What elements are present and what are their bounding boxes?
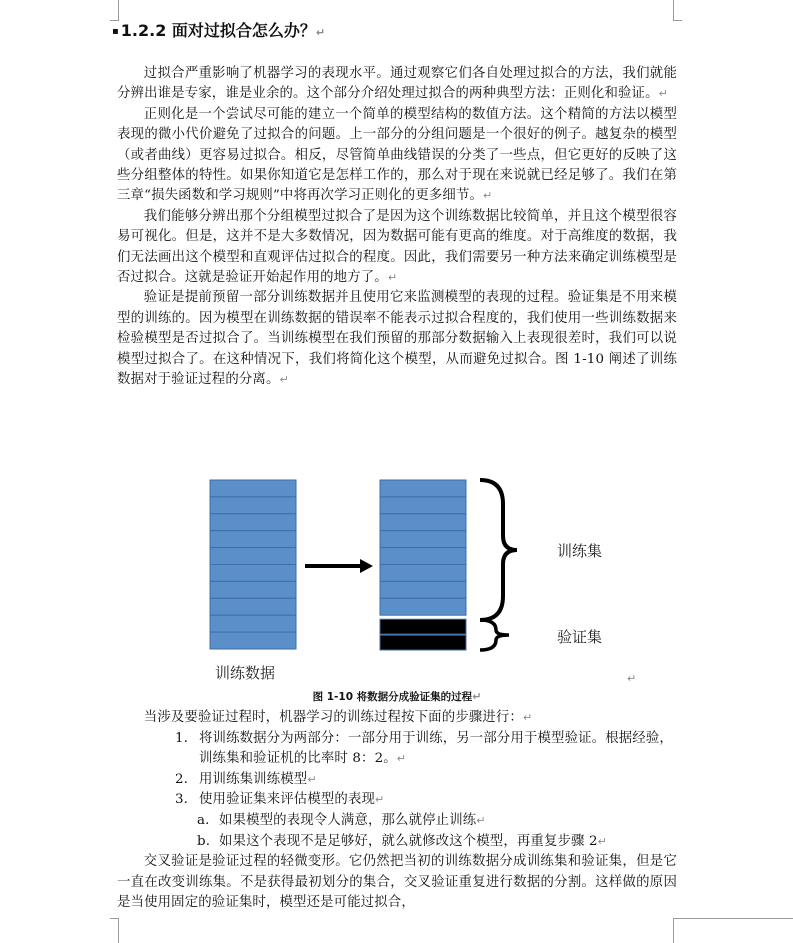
steps-intro[interactable]: 当涉及要验证过程时，机器学习的训练过程按下面的步骤进行：↵ <box>143 710 533 725</box>
list-item[interactable]: a. 如果模型的表现令人满意，那么就停止训练↵ <box>197 812 486 828</box>
data-block <box>210 632 296 649</box>
data-block <box>210 615 296 632</box>
margin-corner-bottom-right <box>673 918 793 943</box>
list-item[interactable]: b. 如果这个表现不是足够好，就么就修改这个模型，再重复步骤 2↵ <box>197 833 608 849</box>
right-arrow-icon <box>305 559 373 573</box>
figure-caption[interactable]: 图 1-10 将数据分成验证集的过程↵ <box>312 690 482 703</box>
split-data-stack <box>380 480 466 650</box>
train-block <box>380 581 466 598</box>
paragraph-mark-icon: ↵ <box>476 813 486 827</box>
validation-block <box>380 635 466 650</box>
paragraph-mark-icon: ↵ <box>315 26 326 39</box>
train-block <box>380 565 466 582</box>
data-block <box>210 565 296 582</box>
train-block <box>380 548 466 565</box>
val-set-brace-icon <box>480 620 509 650</box>
paragraph-mark-icon: ↵ <box>387 271 398 285</box>
label-training-data: 训练数据 <box>215 664 276 682</box>
validation-block <box>380 619 466 634</box>
paragraph-mark-icon: ↵ <box>375 793 385 807</box>
data-block <box>210 598 296 615</box>
paragraph-mark-icon: ↵ <box>483 189 493 203</box>
margin-corner-top-right <box>673 0 682 21</box>
paragraph-mark-icon: ↵ <box>627 672 637 685</box>
paragraph-mark-icon: ↵ <box>307 772 317 786</box>
list-item[interactable]: 3. 使用验证集来评估模型的表现↵ <box>175 792 385 808</box>
paragraph[interactable]: 过拟合严重影响了机器学习的表现水平。通过观察它们各自处理过拟合的方法，我们就能分辨出谁是专家，谁是业余的。这个部分介绍处理过拟合的两种典型方法：正则化和验证。↵ <box>117 66 677 102</box>
heading-text: 1.2.2 面对过拟合怎么办？ <box>120 21 316 40</box>
section-heading[interactable] <box>112 18 325 41</box>
paragraph[interactable]: 验证是提前预留一部分训练数据并且使用它来监测模型的表现的过程。验证集是不用来模型的训练的。因为模型在训练数据的错误率不能表示过拟合程度的，我们使用一些训练数据来检验模型是否过拟合了。当训练模型在我们预留的那部分数据输入上表现很差时，我们可以说模型过拟合了。在这种情况下，我们将简化这个模型，从而避免过拟合。图 1-10 阐述了训练数据对于验证过程的分离。↵ <box>117 290 677 388</box>
list-item[interactable]: 1. 将训练数据分为两部分：一部分用于训练，另一部分用于模型验证。根据经验，训练集和验证机的比率时 8：2。↵ <box>175 730 673 767</box>
data-block <box>210 581 296 598</box>
paragraph[interactable]: 交叉验证是验证过程的轻微变形。它仍然把当初的训练数据分成训练集和验证集，但是它一直在改变训练集。不是获得最初划分的集合，交叉验证重复进行数据的分割。这样做的原因是当使用固定的验证集时，模型还是可能过拟合， <box>117 854 677 911</box>
train-block <box>380 497 466 514</box>
data-block <box>210 497 296 514</box>
data-block <box>210 531 296 548</box>
paragraph-mark-icon: ↵ <box>279 373 289 387</box>
paragraph[interactable]: 我们能够分辨出那个分组模型过拟合了是因为这个训练数据比较简单，并且这个模型很容易可视化。但是，这并不是大多数情况，因为数据可能有更高的维度。对于高维度的数据，我们无法画出这个模型和直观评估过拟合的程度。因此，我们需要另一种方法来确定训练模型是否过拟合。这就是验证开始起作用的地方了。↵ <box>117 208 677 286</box>
train-block <box>380 480 466 497</box>
margin-corner-bottom-left <box>110 918 119 943</box>
train-set-brace-icon <box>480 480 517 620</box>
label-validation-set: 验证集 <box>557 628 603 646</box>
train-block <box>380 598 466 615</box>
data-block <box>210 514 296 531</box>
steps-list <box>117 729 677 853</box>
train-block <box>380 514 466 531</box>
label-train-set: 训练集 <box>557 542 603 560</box>
body-text[interactable] <box>117 64 677 391</box>
figure-validation-split <box>117 474 677 684</box>
lower-text[interactable] <box>117 708 677 914</box>
paragraph-mark-icon: ↵ <box>597 834 608 848</box>
data-block <box>210 480 296 497</box>
paragraph[interactable]: 正则化是一个尝试尽可能的建立一个简单的模型结构的数值方法。这个精简的方法以模型表现的微小代价避免了过拟合的问题。上一部分的分组问题是一个很好的例子。越复杂的模型（或者曲线）更容易过拟合。相反，尽管简单曲线错误的分类了一些点，但它更好的反映了这些分组整体的特性。如果你知道它是怎样工作的，那么对于现在来说就已经足够了。我们在第三章“损失函数和学习规则”中将再次学习正则化的更多细节。↵ <box>117 106 677 204</box>
data-block <box>210 548 296 565</box>
paragraph-mark-icon: ↵ <box>522 711 533 724</box>
heading-bullet-icon: ▪ <box>112 26 119 37</box>
paragraph-mark-icon: ↵ <box>396 752 407 766</box>
training-data-stack <box>210 480 296 649</box>
list-item[interactable]: 2. 用训练集训练模型↵ <box>175 771 317 787</box>
paragraph-mark-icon: ↵ <box>472 690 482 703</box>
paragraph-mark-icon: ↵ <box>658 87 668 101</box>
train-block <box>380 531 466 548</box>
